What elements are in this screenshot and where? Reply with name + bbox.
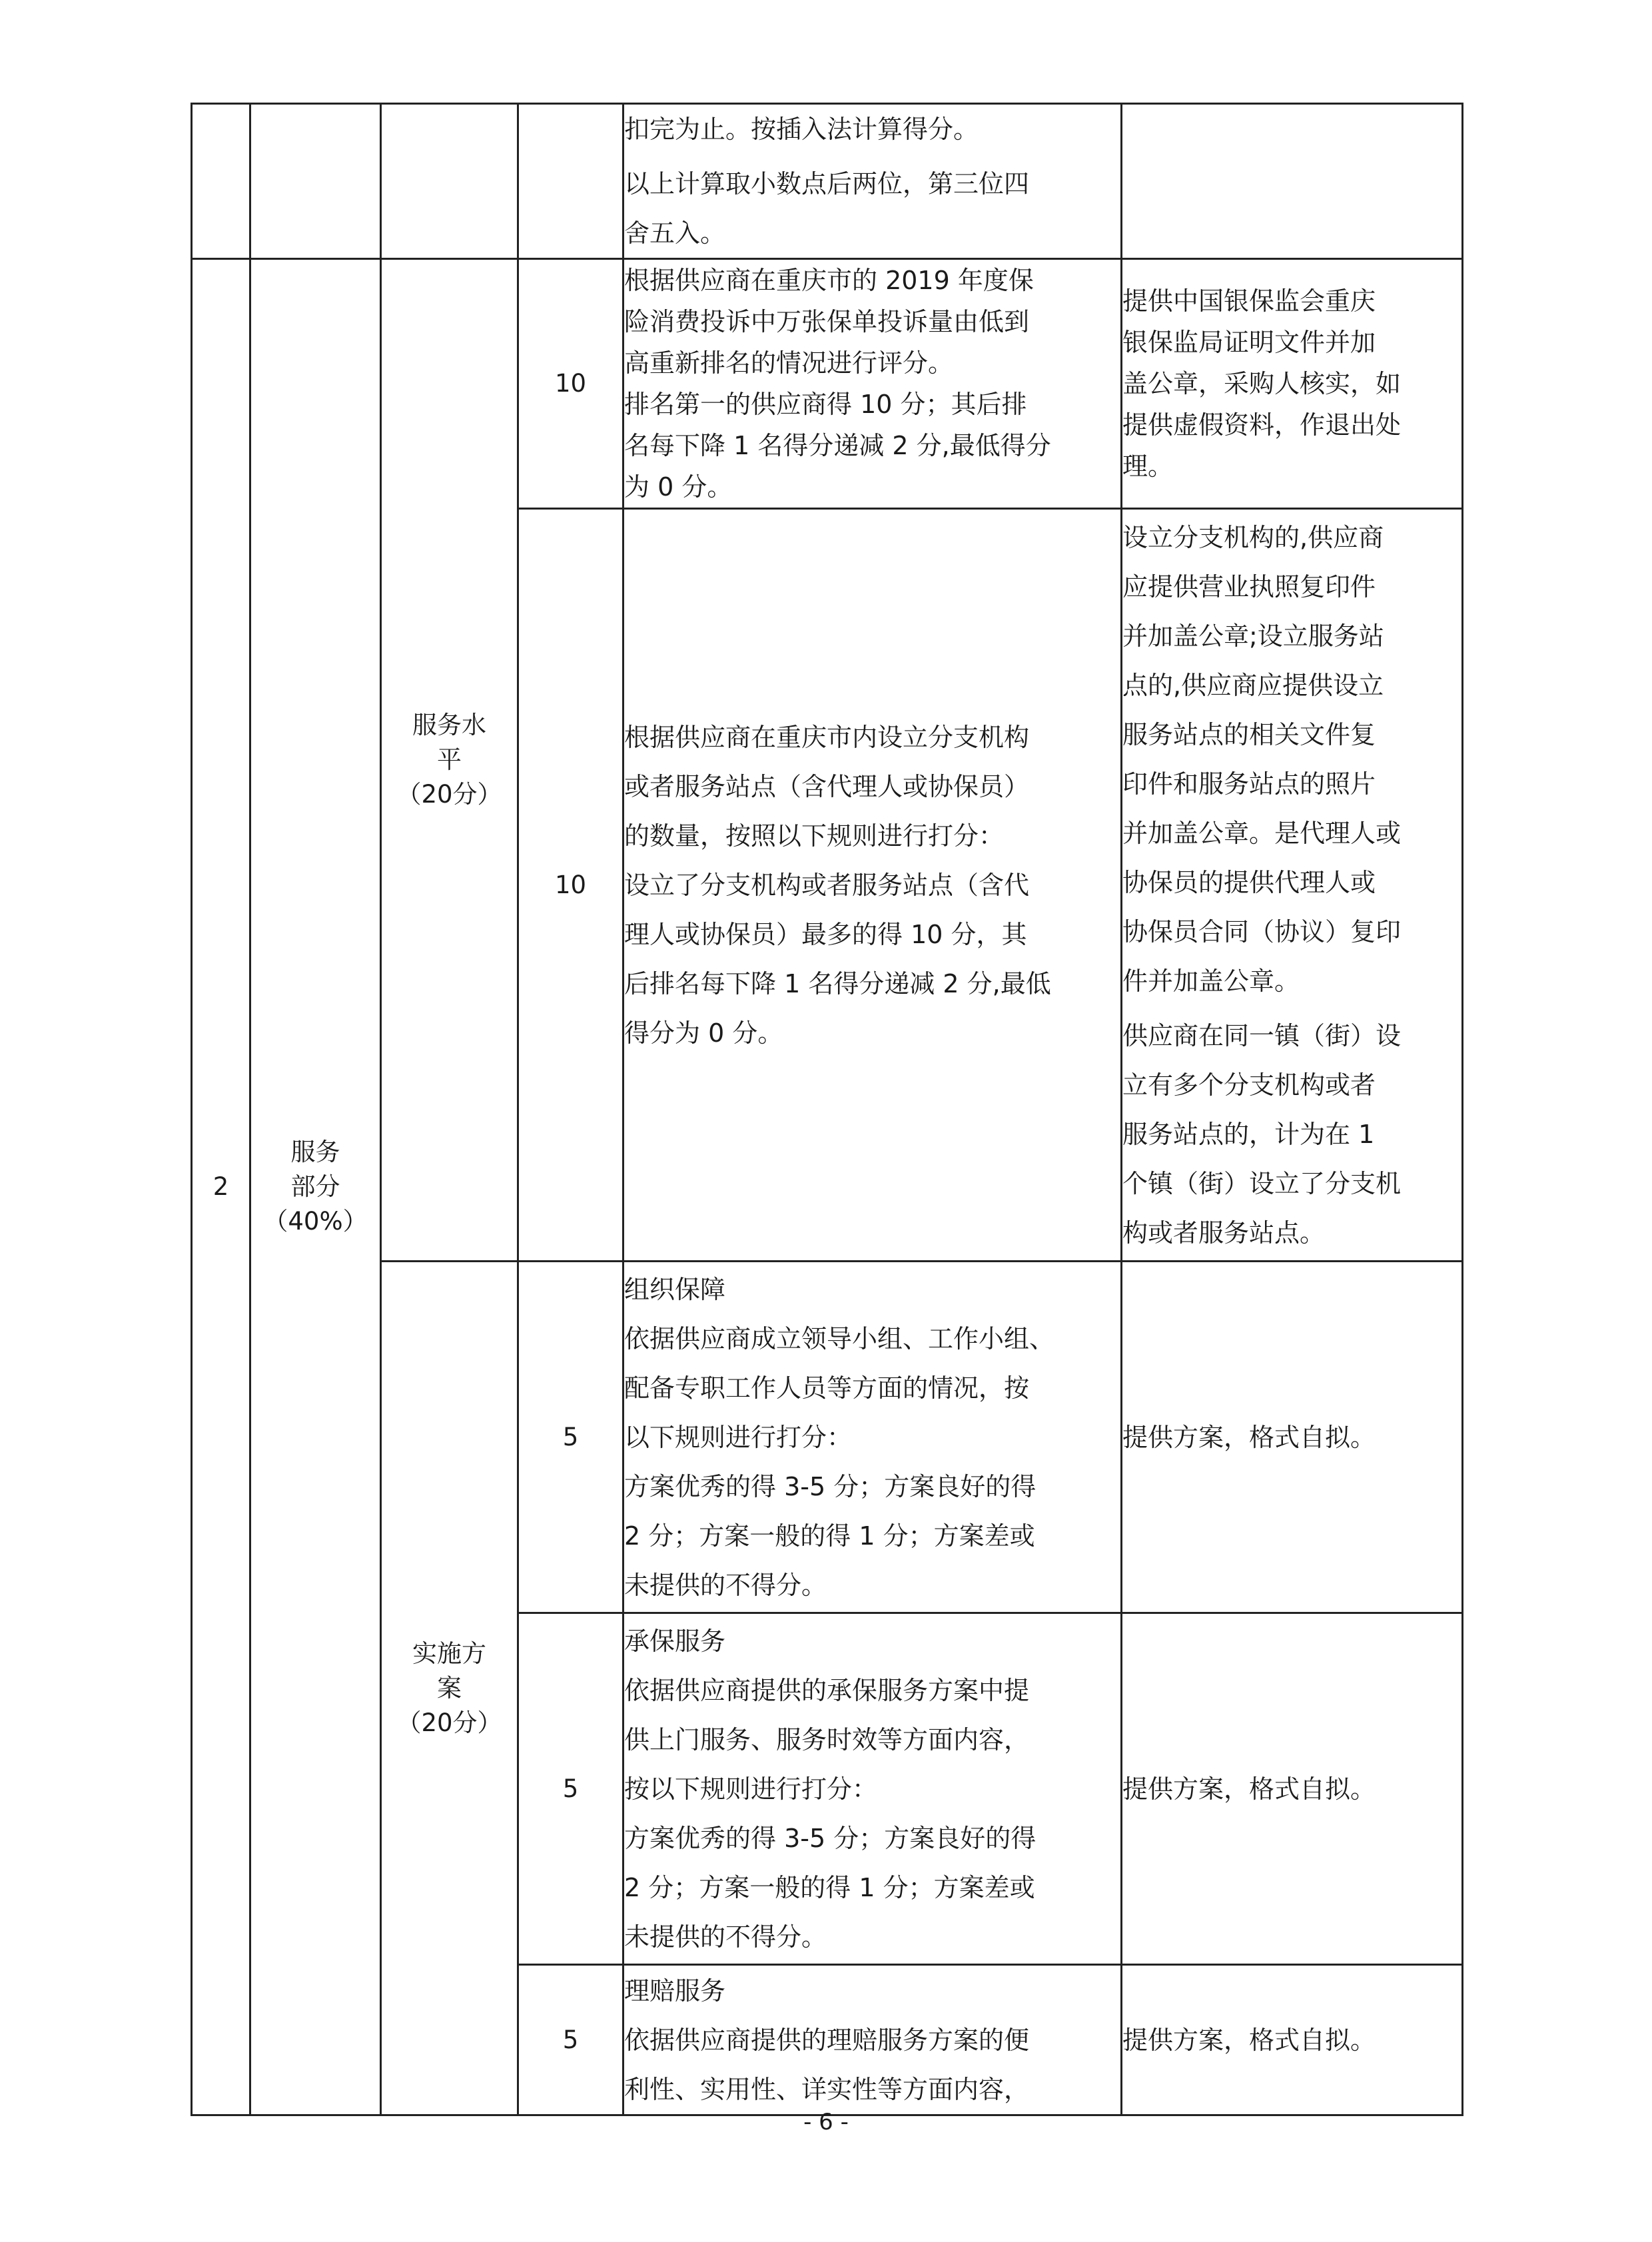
cell-empty	[381, 104, 518, 259]
note-line: 印件和服务站点的照片	[1122, 769, 1376, 799]
note-line: 应提供营业执照复印件	[1122, 571, 1376, 601]
criteria-desc	[623, 1262, 1122, 1613]
desc-line: 扣完为止。按插入法计算得分。	[624, 115, 979, 144]
desc-line: 依据供应商成立领导小组、工作小组、	[624, 1323, 1055, 1353]
note-line: 服务站点的，计为在 1	[1122, 1119, 1375, 1149]
note-line: 设立分支机构的,供应商	[1122, 522, 1384, 552]
evidence-note	[1122, 259, 1463, 509]
subcategory-line: （20分）	[396, 780, 502, 809]
desc-line: 根据供应商在重庆市内设立分支机构	[624, 722, 1030, 752]
cell-empty	[192, 104, 250, 259]
implementation-title	[381, 1262, 518, 2115]
cell-empty	[1122, 104, 1463, 259]
desc-line: 或者服务站点（含代理人或协保员）	[624, 771, 1030, 801]
note-line: 服务站点的相关文件复	[1122, 719, 1376, 749]
note-line: 件并加盖公章。	[1122, 966, 1300, 996]
subcategory-line: 服务水	[412, 711, 486, 739]
desc-line: 名每下降 1 名得分递减 2 分,最低得分	[624, 431, 1051, 460]
desc-line: 供上门服务、服务时效等方面内容，	[624, 1724, 1030, 1754]
desc-line: 得分为 0 分。	[624, 1018, 783, 1048]
desc-line: 根据供应商在重庆市的 2019 年度保	[624, 266, 1034, 295]
cell-empty	[518, 104, 623, 259]
subcategory-line: （20分）	[396, 1708, 502, 1737]
note-line: 盖公章，采购人核实，如	[1122, 369, 1402, 398]
subcategory-line: 平	[437, 745, 462, 774]
desc-line: 以下规则进行打分：	[624, 1422, 853, 1452]
desc-line: 组织保障	[624, 1274, 726, 1304]
evidence-note: 提供方案，格式自拟。	[1122, 1613, 1463, 1965]
desc-line: 后排名每下降 1 名得分递减 2 分,最低	[624, 968, 1051, 998]
note-line: 点的,供应商应提供设立	[1122, 670, 1384, 700]
table-row	[192, 1262, 1463, 1613]
note-line: 并加盖公章。是代理人或	[1122, 818, 1402, 848]
subcategory-line: 案	[437, 1673, 462, 1702]
section-number: 2	[192, 259, 250, 2115]
desc-line: 的数量，按照以下规则进行打分：	[624, 821, 1005, 851]
score-value: 10	[518, 509, 623, 1262]
criteria-desc	[623, 509, 1122, 1262]
desc-line: 高重新排名的情况进行评分。	[624, 348, 954, 378]
note-line: 提供虚假资料，作退出处	[1122, 410, 1402, 440]
desc-line: 排名第一的供应商得 10 分；其后排	[624, 390, 1027, 419]
criteria-desc	[623, 1613, 1122, 1965]
note-line: 立有多个分支机构或者	[1122, 1070, 1376, 1100]
criteria-desc	[623, 259, 1122, 509]
score-value: 5	[518, 1613, 623, 1965]
continuation-desc	[623, 104, 1122, 259]
note-line: 构或者服务站点。	[1122, 1218, 1326, 1248]
desc-line: 理人或协保员）最多的得 10 分，其	[624, 919, 1027, 949]
score-value: 5	[518, 1262, 623, 1613]
table-row	[192, 259, 1463, 509]
desc-line: 利性、实用性、详实性等方面内容，	[624, 2074, 1030, 2104]
desc-line: 设立了分支机构或者服务站点（含代	[624, 870, 1030, 900]
note-line: 并加盖公章;设立服务站	[1122, 621, 1384, 651]
desc-line: 依据供应商提供的承保服务方案中提	[624, 1675, 1030, 1705]
category-line: 部分	[290, 1172, 340, 1201]
desc-line: 2 分；方案一般的得 1 分；方案差或	[624, 1872, 1035, 1902]
evidence-note: 提供方案，格式自拟。	[1122, 1965, 1463, 2115]
desc-line: 舍五入。	[624, 218, 726, 248]
desc-line: 未提供的不得分。	[624, 1570, 827, 1600]
desc-line: 按以下规则进行打分：	[624, 1774, 878, 1804]
category-line: （40%）	[263, 1207, 368, 1236]
score-value: 5	[518, 1965, 623, 2115]
evidence-note: 提供方案，格式自拟。	[1122, 1262, 1463, 1613]
note-line: 个镇（街）设立了分支机	[1122, 1168, 1402, 1198]
subcategory-line: 实施方	[412, 1639, 486, 1668]
desc-line: 依据供应商提供的理赔服务方案的便	[624, 2025, 1030, 2055]
desc-line: 以上计算取小数点后两位，第三位四	[624, 169, 1030, 198]
note-line: 银保监局证明文件并加	[1122, 328, 1376, 357]
evidence-note	[1122, 509, 1463, 1262]
desc-line: 2 分；方案一般的得 1 分；方案差或	[624, 1521, 1035, 1551]
service-level-title	[381, 259, 518, 1262]
desc-line: 方案优秀的得 3-5 分；方案良好的得	[624, 1471, 1036, 1501]
criteria-desc	[623, 1965, 1122, 2115]
section-category	[250, 259, 381, 2115]
score-value: 10	[518, 259, 623, 509]
desc-line: 理赔服务	[624, 1976, 726, 2006]
desc-line: 为 0 分。	[624, 472, 733, 502]
desc-line: 承保服务	[624, 1626, 726, 1656]
desc-line: 未提供的不得分。	[624, 1922, 827, 1952]
note-line: 协保员合同（协议）复印	[1122, 917, 1402, 946]
note-line: 供应商在同一镇（街）设	[1122, 1020, 1402, 1050]
desc-line: 配备专职工作人员等方面的情况，按	[624, 1373, 1030, 1403]
page-number: - 6 -	[803, 2109, 849, 2135]
note-line: 协保员的提供代理人或	[1122, 867, 1376, 897]
desc-line: 险消费投诉中万张保单投诉量由低到	[624, 307, 1030, 336]
note-line: 理。	[1122, 452, 1174, 481]
category-line: 服务	[290, 1138, 340, 1166]
table-row-continuation	[192, 104, 1463, 259]
scoring-table	[191, 103, 1463, 2116]
desc-line: 方案优秀的得 3-5 分；方案良好的得	[624, 1823, 1036, 1853]
note-line: 提供中国银保监会重庆	[1122, 286, 1376, 316]
cell-empty	[250, 104, 381, 259]
